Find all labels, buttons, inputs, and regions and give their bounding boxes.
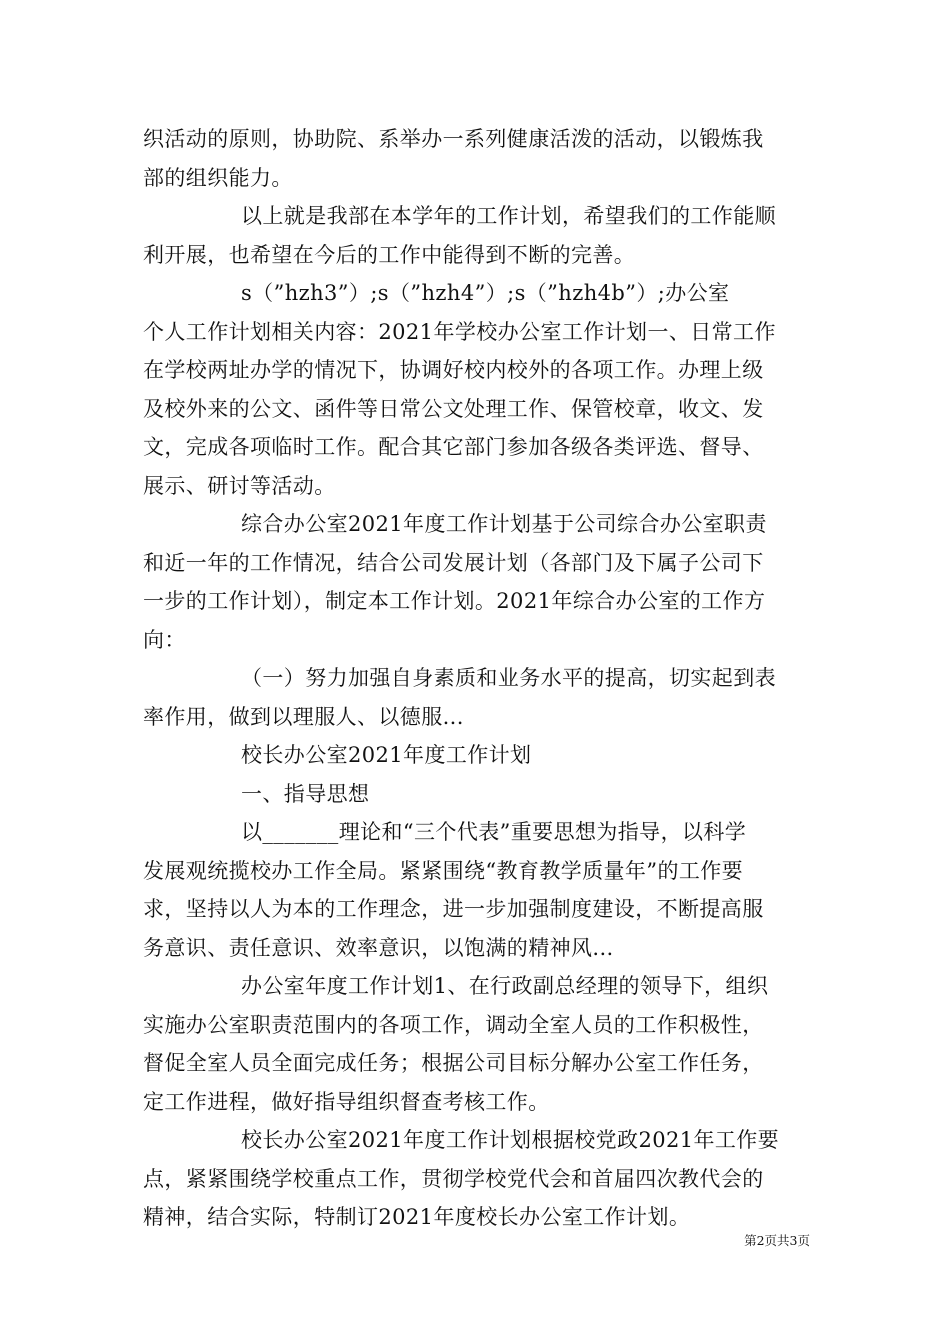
text-line: 校长办公室2021年度工作计划 [241,743,532,767]
text-line: 务意识、责任意识、效率意识，以饱满的精神风... [143,935,614,960]
text-line: 精神，结合实际，特制订2021年度校长办公室工作计划。 [143,1205,691,1229]
text-line: 展示、研讨等活动。 [143,473,336,498]
page-number-footer: 第2页共3页 [744,1233,810,1248]
text-line: 向： [143,627,186,652]
text-line: 织活动的原则，协助院、系举办一系列健康活泼的活动，以锻炼我 [143,127,764,151]
text-line: 一步的工作计划），制定本工作计划。2021年综合办公室的工作方 [143,589,766,613]
text-line: 定工作进程，做好指导组织督查考核工作。 [143,1089,550,1114]
text-line: 率作用，做到以理服人、以德服... [143,704,464,729]
text-line: 综合办公室2021年度工作计划基于公司综合办公室职责 [241,512,767,536]
text-line: 求，坚持以人为本的工作理念，进一步加强制度建设，不断提高服 [143,897,764,921]
text-line: 及校外来的公文、函件等日常公文处理工作、保管校章，收文、发 [143,396,764,421]
text-line: 实施办公室职责范围内的各项工作，调动全室人员的工作积极性， [143,1012,764,1037]
text-line: 个人工作计划相关内容：2021年学校办公室工作计划一、日常工作 [143,319,776,344]
document-body [143,120,807,1237]
text-line: 发展观统揽校办工作全局。紧紧围绕“教育教学质量年”的工作要 [143,858,744,883]
text-line: （一）努力加强自身素质和业务水平的提高，切实起到表 [241,666,776,690]
text-line: 和近一年的工作情况，结合公司发展计划（各部门及下属子公司下 [143,550,764,575]
text-line: 以上就是我部在本学年的工作计划，希望我们的工作能顺 [241,204,776,228]
text-line: 在学校两址办学的情况下，协调好校内校外的各项工作。办理上级 [143,358,764,382]
text-line: 文，完成各项临时工作。配合其它部门参加各级各类评选、督导、 [143,435,764,459]
text-line: 校长办公室2021年度工作计划根据校党政2021年工作要 [241,1128,780,1152]
text-line: 一、指导思想 [241,781,370,806]
text-line: s（”hzh3”）;s（”hzh4”）;s（”hzh4b”）;办公室 [241,281,730,305]
text-line: 部的组织能力。 [143,165,293,190]
text-line: 以_______理论和“三个代表”重要思想为指导，以科学 [241,820,747,844]
text-line: 办公室年度工作计划1、在行政副总经理的领导下，组织 [241,974,769,998]
text-line: 督促全室人员全面完成任务；根据公司目标分解办公室工作任务， [143,1051,764,1075]
text-line: 利开展，也希望在今后的工作中能得到不断的完善。 [143,242,636,267]
text-line: 点，紧紧围绕学校重点工作，贯彻学校党代会和首届四次教代会的 [143,1166,764,1191]
